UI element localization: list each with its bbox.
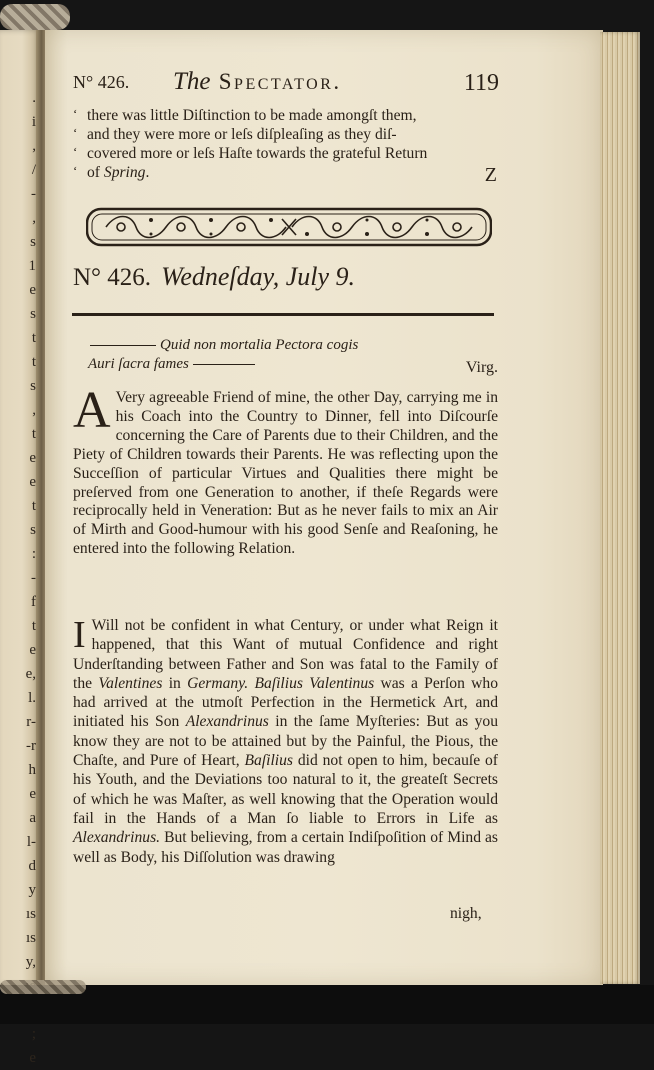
facing-page-char: a bbox=[29, 810, 36, 826]
quote-mark: ‘ bbox=[73, 163, 78, 178]
paragraph-italic: Baſilius Valentinus bbox=[254, 674, 375, 692]
facing-page-char: , bbox=[32, 402, 36, 418]
facing-page-char: 1 bbox=[28, 258, 36, 274]
facing-page-char: h bbox=[28, 762, 36, 778]
drop-cap: I bbox=[73, 614, 86, 656]
previous-line-italic: Spring bbox=[103, 164, 146, 181]
paragraph-text: Very agreeable Friend of mine, the other Day, carrying me in his Coach into the Country to Dinner, fell into Diſcourſe concerning the Care of Parents due to their Children, and the Piety of Children towards their Parents. He was reflecting upon the Succeſſion of particular Virtues and Qualities there might be preſerved from one Generation to another, if theſe Regards were reciprocally held in Veneration: But as he never fails to mix an Air of Mirth and Good-humour with his good Senſe and Reaſoning, he entered into the following Relation. bbox=[73, 389, 498, 558]
quote-mark: ‘ bbox=[73, 125, 78, 140]
facing-page-char: e bbox=[29, 282, 36, 298]
facing-page-char: y, bbox=[25, 954, 36, 970]
paragraph-text: did not open to him, becauſe of his Youth, and the Deviations too natural to it, the greateſt Secrets of which he was Maſter, as well knowing that the Operation would fail in the Hands of a Man ſo liable to Errors in Life as bbox=[73, 752, 498, 827]
facing-page-char: , bbox=[32, 210, 36, 226]
facing-page-char: l. bbox=[28, 690, 36, 706]
page-edges bbox=[600, 32, 640, 984]
facing-page-char: e bbox=[29, 786, 36, 802]
facing-page-char: e, bbox=[25, 666, 36, 682]
epigraph bbox=[90, 336, 500, 374]
facing-page-char: t bbox=[31, 498, 36, 514]
paragraph-italic: Baſilius bbox=[244, 752, 293, 770]
header-title-the: The bbox=[173, 68, 211, 95]
facing-page-char: f bbox=[31, 594, 36, 610]
facing-page-char: t bbox=[31, 330, 36, 346]
paragraph-text: But believing, from a certain Indiſpoſition of Mind as well as Body, his Diſſolution was drawing bbox=[73, 829, 498, 866]
previous-line-prefix: of bbox=[87, 164, 104, 181]
facing-page-char: i bbox=[31, 114, 36, 130]
facing-page-char: : bbox=[31, 546, 36, 562]
paragraph-italic: Valentines bbox=[98, 674, 163, 692]
facing-page-char: ıs bbox=[25, 906, 36, 922]
facing-page-char: s bbox=[30, 522, 36, 538]
author-signature: Z bbox=[484, 164, 497, 186]
paragraph-text: in the ſame Myſteries: But as you know they are not to be attained but by the Painful, the Pious, the Chaſte, and Pure of Heart, bbox=[73, 713, 498, 770]
facing-page-char: e bbox=[29, 1050, 36, 1066]
binding-cord-bottom bbox=[0, 980, 86, 994]
catchword: nigh, bbox=[450, 905, 482, 922]
facing-page-char: , bbox=[32, 138, 36, 154]
header-title bbox=[173, 68, 342, 96]
facing-page-edge bbox=[0, 30, 40, 1066]
quote-mark: ‘ bbox=[73, 144, 78, 159]
facing-page-char: ; bbox=[31, 1026, 36, 1042]
paragraph-italic: Germany. bbox=[187, 674, 249, 692]
facing-page-char: t bbox=[31, 426, 36, 442]
decorative-headpiece bbox=[86, 207, 492, 247]
facing-page-char: -r bbox=[26, 738, 36, 754]
issue-number: N° 426. bbox=[73, 264, 152, 291]
previous-line: and they were more or leſs diſpleaſing as they diſ- bbox=[87, 126, 397, 143]
facing-page-char: y bbox=[28, 882, 36, 898]
facing-page-char: d bbox=[28, 858, 36, 874]
facing-page-char: e bbox=[29, 450, 36, 466]
facing-page-char: ıs bbox=[25, 930, 36, 946]
header-issue-number: N° 426. bbox=[73, 72, 130, 92]
paragraph-text: was a Perſon who had arrived at the utmoſt Perfection in the Hermetick Art, and initiated his Son bbox=[73, 674, 498, 731]
facing-page-char: - bbox=[31, 186, 36, 202]
facing-page-char: r- bbox=[26, 714, 36, 730]
facing-page-text bbox=[25, 86, 36, 1070]
facing-page-char: s bbox=[30, 234, 36, 250]
facing-page-char: . bbox=[32, 90, 36, 106]
paragraph-italic: Alexandrinus bbox=[185, 713, 269, 731]
previous-line: there was little Diſtinction to be made amongſt them, bbox=[87, 107, 417, 124]
facing-page-char: / bbox=[31, 162, 36, 178]
second-paragraph bbox=[73, 616, 498, 867]
epigraph-dash bbox=[193, 364, 255, 365]
binding-cord bbox=[0, 4, 70, 30]
quote-mark: ‘ bbox=[73, 106, 78, 121]
epigraph-line-1: Quid non mortalia Pectora cogis bbox=[160, 337, 359, 353]
epigraph-source: Virg. bbox=[465, 359, 498, 376]
facing-page-char: l- bbox=[26, 834, 36, 850]
facing-page-char: - bbox=[31, 570, 36, 586]
opening-paragraph bbox=[73, 382, 498, 559]
epigraph-line-2: Auri ſacra fames bbox=[88, 356, 189, 372]
issue-heading bbox=[73, 262, 355, 292]
paragraph-text: in bbox=[162, 674, 188, 692]
facing-page-char: e bbox=[29, 474, 36, 490]
drop-cap: A bbox=[73, 382, 111, 439]
facing-page-char: s bbox=[30, 378, 36, 394]
facing-page-char: s bbox=[30, 306, 36, 322]
issue-date: Wedneſday, July 9. bbox=[161, 262, 356, 291]
paragraph-text: Will not be confident in what Century, or under what Reign it happened, that this Want of mutual Confidence and right Underſtanding between Father and Son was fatal to the Family of the bbox=[73, 617, 498, 692]
facing-page-char: e bbox=[29, 642, 36, 658]
paragraph-italic: Alexandrinus. bbox=[73, 829, 161, 847]
previous-line: covered more or leſs Haſte towards the grateful Return bbox=[87, 145, 428, 162]
previous-line-suffix: . bbox=[145, 164, 150, 181]
background bbox=[0, 985, 654, 1024]
previous-essay-ending bbox=[73, 106, 499, 186]
header-title-main: Spectator. bbox=[218, 69, 342, 94]
heading-rule bbox=[72, 313, 494, 316]
facing-page-char: t bbox=[31, 354, 36, 370]
running-header bbox=[73, 68, 501, 102]
facing-page-char: t bbox=[31, 618, 36, 634]
epigraph-dash bbox=[90, 345, 156, 346]
page-number: 119 bbox=[463, 70, 499, 96]
